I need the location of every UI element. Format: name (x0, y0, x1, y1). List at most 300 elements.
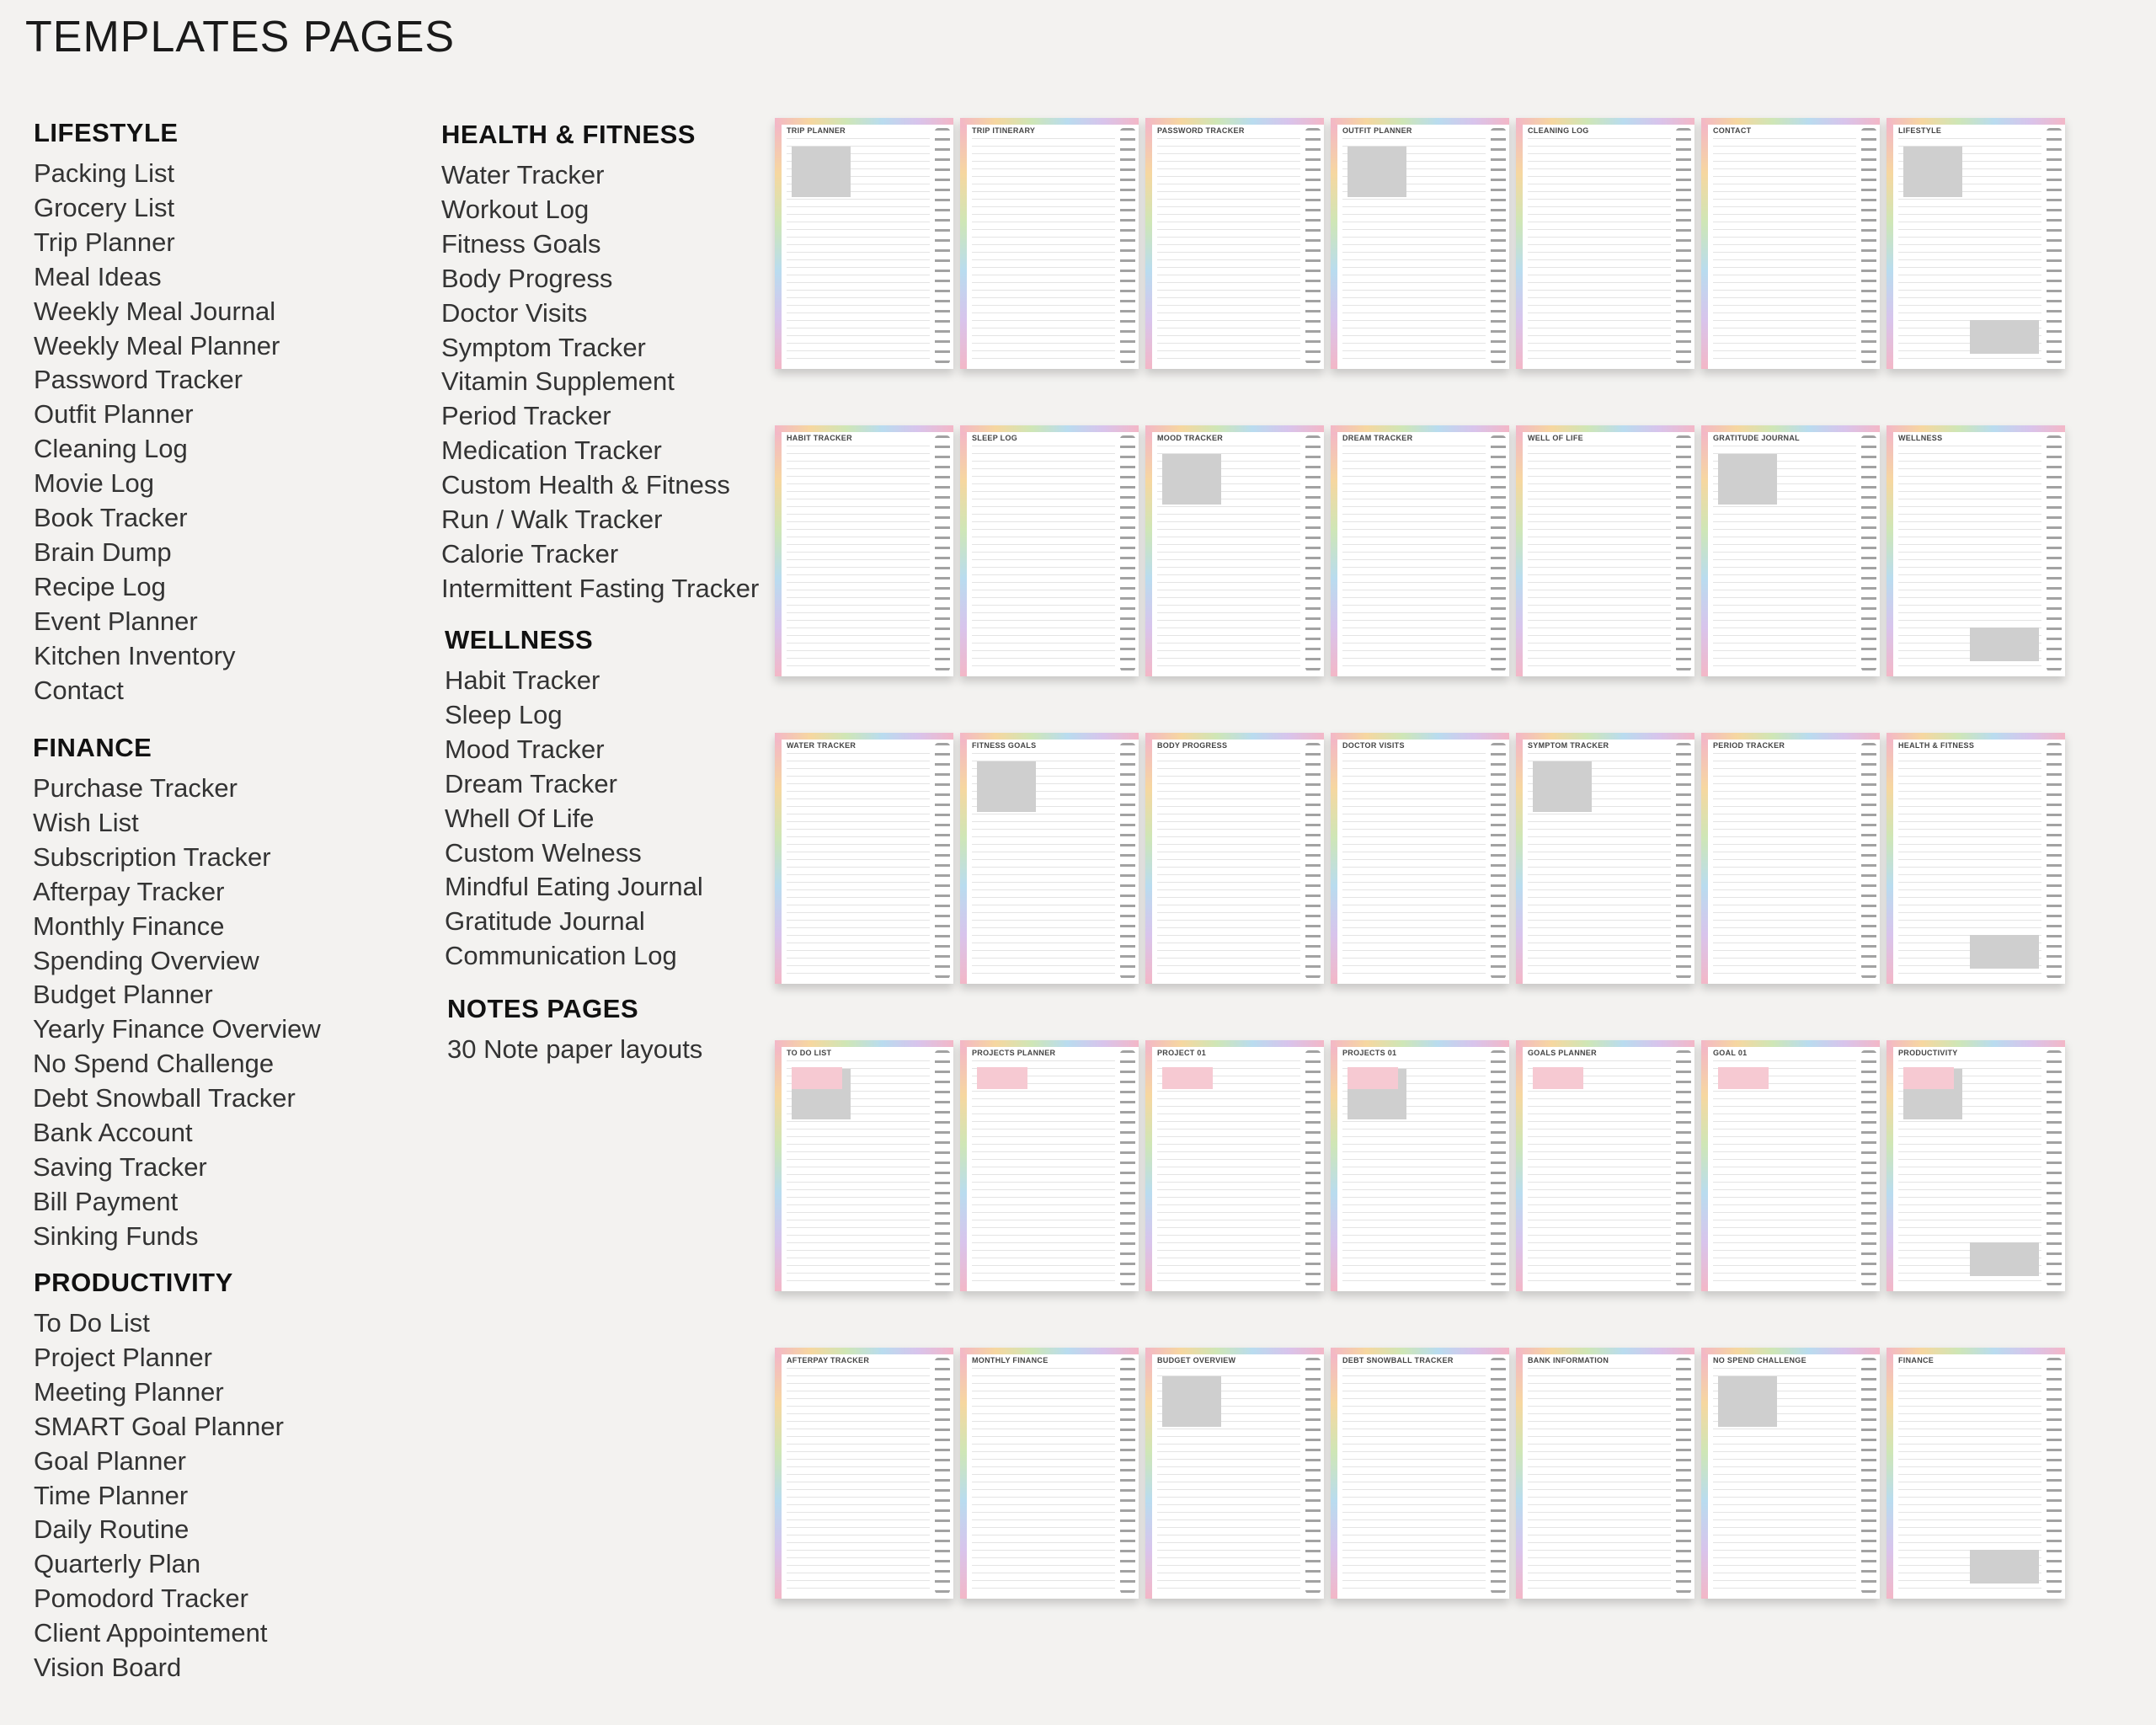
thumbnail-content (1713, 753, 1856, 974)
thumbnail-content (1342, 1368, 1486, 1589)
list-item: Vitamin Supplement (441, 366, 675, 397)
template-thumbnail (1516, 1040, 1694, 1291)
highlight-block (1903, 1067, 1954, 1089)
list-item: Bank Account (33, 1118, 193, 1148)
highlight-block (1718, 1067, 1769, 1089)
binder-rings-icon (1305, 743, 1321, 979)
list-item: Subscription Tracker (33, 841, 271, 872)
side-tabs (1331, 125, 1337, 369)
thumbnail-label: AFTERPAY TRACKER (787, 1356, 870, 1365)
tab-bar (960, 1040, 1139, 1047)
tab-bar (1701, 118, 1880, 125)
tab-bar (960, 425, 1139, 432)
list-finance (33, 772, 321, 1254)
list-item: Trip Planner (34, 227, 175, 257)
side-tabs (775, 1354, 782, 1599)
thumbnail-content (787, 753, 930, 974)
list-item: Monthly Finance (33, 911, 225, 941)
thumbnail-content (787, 1368, 930, 1589)
thumbnail-content (1898, 1060, 2041, 1281)
template-thumbnail (1331, 118, 1509, 369)
thumbnail-content (1898, 446, 2041, 666)
side-tabs (1516, 1047, 1523, 1291)
side-tabs (1516, 125, 1523, 369)
side-tabs (960, 1354, 967, 1599)
side-tabs (1701, 432, 1708, 676)
binder-rings-icon (1120, 128, 1135, 364)
tab-bar (1145, 1348, 1324, 1354)
list-item: Daily Routine (34, 1514, 189, 1545)
thumbnail-content (1157, 1368, 1300, 1589)
list-item: Password Tracker (34, 365, 243, 395)
tab-bar (775, 1348, 953, 1354)
thumbnail-content (972, 446, 1115, 666)
list-item: Doctor Visits (441, 297, 588, 328)
binder-rings-icon (1305, 1050, 1321, 1286)
template-thumbnail (1145, 118, 1324, 369)
binder-rings-icon (1491, 1358, 1506, 1594)
list-item: Brain Dump (34, 537, 172, 567)
binder-rings-icon (2047, 435, 2062, 671)
tab-bar (775, 1040, 953, 1047)
template-thumbnail (1886, 733, 2065, 984)
thumbnail-content (1342, 138, 1486, 359)
thumbnail-row (775, 118, 2156, 371)
list-item: Body Progress (441, 263, 613, 293)
binder-rings-icon (935, 435, 950, 671)
list-item: Period Tracker (441, 401, 611, 431)
tab-bar (1145, 425, 1324, 432)
thumbnail-label: BUDGET OVERVIEW (1157, 1356, 1236, 1365)
side-tabs (1516, 740, 1523, 984)
side-tabs (1886, 740, 1893, 984)
template-thumbnail (1701, 118, 1880, 369)
list-item: Client Appointement (34, 1618, 268, 1648)
thumbnail-label: FINANCE (1898, 1356, 1935, 1365)
binder-rings-icon (1120, 1050, 1135, 1286)
tab-bar (1886, 425, 2065, 432)
list-wellness (445, 664, 703, 974)
list-item: Quarterly Plan (34, 1549, 201, 1579)
list-notes (447, 1033, 702, 1067)
thumbnail-label: GOALS PLANNER (1528, 1049, 1597, 1057)
thumbnail-label: PROJECTS PLANNER (972, 1049, 1056, 1057)
binder-rings-icon (935, 743, 950, 979)
binder-rings-icon (2047, 1050, 2062, 1286)
side-tabs (1701, 1354, 1708, 1599)
template-thumbnail (1886, 1040, 2065, 1291)
thumbnail-label: BODY PROGRESS (1157, 741, 1228, 750)
section-title-wellness: WELLNESS (445, 625, 594, 654)
placeholder-block (1970, 320, 2039, 354)
template-thumbnail (775, 1040, 953, 1291)
section-health (441, 120, 759, 606)
list-health (441, 158, 759, 606)
template-thumbnail (1886, 425, 2065, 676)
template-thumbnail (1516, 118, 1694, 369)
thumbnail-content (1528, 1368, 1671, 1589)
side-tabs (1886, 432, 1893, 676)
thumbnail-content (972, 138, 1115, 359)
side-tabs (1145, 432, 1152, 676)
list-item: Wish List (33, 807, 139, 837)
list-item: Custom Health & Fitness (441, 470, 730, 500)
placeholder-block (1162, 1376, 1221, 1427)
thumbnail-content (1157, 1060, 1300, 1281)
list-item: Spending Overview (33, 945, 259, 975)
side-tabs (1701, 740, 1708, 984)
placeholder-block (1970, 1242, 2039, 1276)
binder-rings-icon (1491, 128, 1506, 364)
section-title-finance: FINANCE (33, 733, 152, 762)
section-productivity (34, 1268, 284, 1685)
placeholder-block (977, 761, 1036, 812)
template-thumbnail (960, 1348, 1139, 1599)
list-item: Project Planner (34, 1342, 212, 1372)
tab-bar (775, 733, 953, 740)
side-tabs (960, 740, 967, 984)
thumbnail-content (1342, 446, 1486, 666)
side-tabs (1145, 125, 1152, 369)
thumbnail-content (972, 753, 1115, 974)
binder-rings-icon (1305, 435, 1321, 671)
list-item: Contact (34, 675, 124, 705)
binder-rings-icon (1491, 1050, 1506, 1286)
list-item: Book Tracker (34, 503, 188, 533)
template-thumbnail (775, 1348, 953, 1599)
thumbnail-label: WATER TRACKER (787, 741, 857, 750)
section-title-productivity: PRODUCTIVITY (34, 1268, 233, 1297)
thumbnail-label: FITNESS GOALS (972, 741, 1037, 750)
side-tabs (1701, 1047, 1708, 1291)
thumbnail-label: DREAM TRACKER (1342, 434, 1413, 442)
tab-bar (1516, 733, 1694, 740)
tab-bar (960, 118, 1139, 125)
list-item: Medication Tracker (441, 435, 662, 466)
template-thumbnail (1331, 733, 1509, 984)
list-item: To Do List (34, 1308, 150, 1338)
list-item: Dream Tracker (445, 768, 617, 798)
thumbnail-content (972, 1060, 1115, 1281)
template-thumbnail (1886, 118, 2065, 369)
thumbnail-label: SYMPTOM TRACKER (1528, 741, 1609, 750)
tab-bar (960, 733, 1139, 740)
section-lifestyle (34, 118, 280, 708)
tab-bar (1516, 1040, 1694, 1047)
thumbnail-content (1157, 138, 1300, 359)
list-item: Gratitude Journal (445, 906, 645, 937)
side-tabs (1516, 432, 1523, 676)
list-item: Custom Welness (445, 837, 642, 868)
binder-rings-icon (2047, 128, 2062, 364)
tab-bar (1331, 1040, 1509, 1047)
placeholder-block (1970, 935, 2039, 969)
tab-bar (1331, 1348, 1509, 1354)
list-item: Symptom Tracker (441, 332, 646, 362)
list-item: Workout Log (441, 194, 590, 224)
thumbnail-row (775, 425, 2156, 678)
thumbnail-label: CLEANING LOG (1528, 126, 1589, 135)
thumbnail-label: CONTACT (1713, 126, 1752, 135)
list-item: Bill Payment (33, 1186, 179, 1216)
thumbnail-content (1898, 138, 2041, 359)
template-thumbnail (1516, 733, 1694, 984)
tab-bar (1331, 425, 1509, 432)
list-item: Kitchen Inventory (34, 640, 236, 670)
tab-bar (1145, 1040, 1324, 1047)
tab-bar (1886, 1348, 2065, 1354)
thumbnail-label: BANK INFORMATION (1528, 1356, 1609, 1365)
list-item: Time Planner (34, 1480, 189, 1510)
section-title-health: HEALTH & FITNESS (441, 120, 696, 149)
binder-rings-icon (1676, 1050, 1691, 1286)
tab-bar (1516, 118, 1694, 125)
template-thumbnail (1701, 425, 1880, 676)
list-item: Goal Planner (34, 1445, 186, 1476)
template-thumbnail (1701, 1348, 1880, 1599)
list-item: Weekly Meal Journal (34, 296, 276, 326)
template-thumbnail (775, 425, 953, 676)
highlight-block (1162, 1067, 1213, 1089)
tab-bar (1886, 733, 2065, 740)
section-wellness (445, 625, 703, 974)
list-item: Vision Board (34, 1653, 182, 1683)
template-thumbnail (775, 733, 953, 984)
tab-bar (1886, 118, 2065, 125)
section-title-lifestyle: LIFESTYLE (34, 118, 179, 147)
thumbnail-label: GRATITUDE JOURNAL (1713, 434, 1800, 442)
thumbnail-content (1528, 753, 1671, 974)
tab-bar (1331, 733, 1509, 740)
list-item: Outfit Planner (34, 399, 194, 430)
side-tabs (1886, 125, 1893, 369)
template-thumbnail (1145, 733, 1324, 984)
thumbnail-content (787, 1060, 930, 1281)
binder-rings-icon (2047, 1358, 2062, 1594)
list-item: Water Tracker (441, 160, 605, 190)
thumbnail-content (972, 1368, 1115, 1589)
list-productivity (34, 1306, 284, 1685)
tab-bar (1701, 1040, 1880, 1047)
binder-rings-icon (1861, 1358, 1876, 1594)
section-title-notes: NOTES PAGES (447, 994, 639, 1023)
list-item: 30 Note paper layouts (447, 1034, 703, 1064)
list-item: Meeting Planner (34, 1376, 224, 1407)
placeholder-block (1718, 454, 1777, 505)
list-item: Afterpay Tracker (33, 876, 225, 906)
template-thumbnail (960, 425, 1139, 676)
list-item: Whell Of Life (445, 803, 595, 833)
list-item: No Spend Challenge (33, 1049, 275, 1079)
binder-rings-icon (1861, 1050, 1876, 1286)
list-item: Event Planner (34, 606, 198, 636)
binder-rings-icon (935, 1358, 950, 1594)
thumbnail-label: TRIP PLANNER (787, 126, 846, 135)
tab-bar (775, 425, 953, 432)
thumbnail-label: LIFESTYLE (1898, 126, 1942, 135)
list-lifestyle (34, 157, 280, 708)
binder-rings-icon (2047, 743, 2062, 979)
thumbnail-label: OUTFIT PLANNER (1342, 126, 1412, 135)
thumbnail-label: SLEEP LOG (972, 434, 1018, 442)
thumbnail-label: PERIOD TRACKER (1713, 741, 1785, 750)
binder-rings-icon (935, 128, 950, 364)
binder-rings-icon (1120, 743, 1135, 979)
template-thumbnail (1516, 1348, 1694, 1599)
list-item: Communication Log (445, 941, 677, 971)
side-tabs (1516, 1354, 1523, 1599)
placeholder-block (1533, 761, 1592, 812)
side-tabs (1701, 125, 1708, 369)
list-item: Sleep Log (445, 699, 563, 729)
list-item: Packing List (34, 158, 175, 188)
side-tabs (960, 125, 967, 369)
template-thumbnail (1516, 425, 1694, 676)
list-item: Sinking Funds (33, 1220, 199, 1251)
placeholder-block (792, 147, 851, 197)
list-item: Debt Snowball Tracker (33, 1083, 296, 1114)
tab-bar (1701, 1348, 1880, 1354)
tab-bar (1331, 118, 1509, 125)
list-item: Meal Ideas (34, 261, 162, 291)
highlight-block (1348, 1067, 1398, 1089)
thumbnail-content (1713, 138, 1856, 359)
tab-bar (1516, 1348, 1694, 1354)
list-item: Recipe Log (34, 571, 166, 601)
thumbnail-content (1157, 753, 1300, 974)
thumbnail-content (1713, 446, 1856, 666)
thumbnail-label: HABIT TRACKER (787, 434, 852, 442)
thumbnail-content (787, 138, 930, 359)
thumbnail-content (1528, 138, 1671, 359)
side-tabs (1886, 1354, 1893, 1599)
template-thumbnail (1145, 1348, 1324, 1599)
template-thumbnail (960, 1040, 1139, 1291)
tab-bar (1145, 733, 1324, 740)
thumbnail-label: PROJECT 01 (1157, 1049, 1207, 1057)
side-tabs (1145, 740, 1152, 984)
tab-bar (1701, 733, 1880, 740)
section-finance (33, 733, 321, 1254)
template-thumbnail (1886, 1348, 2065, 1599)
list-item: Intermittent Fasting Tracker (441, 573, 760, 603)
thumbnail-label: TO DO LIST (787, 1049, 832, 1057)
thumbnail-content (1898, 1368, 2041, 1589)
side-tabs (1331, 432, 1337, 676)
template-thumbnail (1331, 1348, 1509, 1599)
binder-rings-icon (1676, 743, 1691, 979)
thumbnail-label: MONTHLY FINANCE (972, 1356, 1049, 1365)
list-item: Weekly Meal Planner (34, 330, 280, 360)
list-item: Mindful Eating Journal (445, 872, 703, 902)
template-thumbnail (1701, 1040, 1880, 1291)
thumbnail-label: TRIP ITINERARY (972, 126, 1036, 135)
section-notes (447, 994, 702, 1067)
binder-rings-icon (1861, 743, 1876, 979)
list-item: Movie Log (34, 468, 155, 499)
side-tabs (1145, 1354, 1152, 1599)
binder-rings-icon (1491, 743, 1506, 979)
tab-bar (1701, 425, 1880, 432)
tab-bar (1145, 118, 1324, 125)
binder-rings-icon (1120, 435, 1135, 671)
list-item: Yearly Finance Overview (33, 1014, 321, 1044)
binder-rings-icon (1120, 1358, 1135, 1594)
side-tabs (775, 125, 782, 369)
placeholder-block (1348, 147, 1406, 197)
list-item: Purchase Tracker (33, 773, 237, 803)
side-tabs (960, 432, 967, 676)
list-item: Habit Tracker (445, 665, 600, 695)
thumbnail-label: DEBT SNOWBALL TRACKER (1342, 1356, 1454, 1365)
thumbnail-content (1528, 446, 1671, 666)
thumbnail-row (775, 1348, 2156, 1600)
binder-rings-icon (1861, 435, 1876, 671)
side-tabs (1331, 740, 1337, 984)
thumbnail-label: WELL OF LIFE (1528, 434, 1583, 442)
thumbnail-label: GOAL 01 (1713, 1049, 1748, 1057)
list-item: Saving Tracker (33, 1151, 207, 1182)
binder-rings-icon (935, 1050, 950, 1286)
thumbnail-label: MOOD TRACKER (1157, 434, 1224, 442)
thumbnail-content (1898, 753, 2041, 974)
template-thumbnail (775, 118, 953, 369)
list-item: Fitness Goals (441, 228, 601, 259)
placeholder-block (1970, 1550, 2039, 1583)
side-tabs (1886, 1047, 1893, 1291)
highlight-block (1533, 1067, 1583, 1089)
binder-rings-icon (1676, 435, 1691, 671)
thumbnail-label: NO SPEND CHALLENGE (1713, 1356, 1806, 1365)
side-tabs (775, 432, 782, 676)
thumbnail-content (1528, 1060, 1671, 1281)
thumbnail-label: DOCTOR VISITS (1342, 741, 1405, 750)
template-thumbnail (1331, 425, 1509, 676)
side-tabs (960, 1047, 967, 1291)
binder-rings-icon (1305, 128, 1321, 364)
list-item: SMART Goal Planner (34, 1411, 284, 1441)
thumbnail-content (1157, 446, 1300, 666)
template-thumbnail (1145, 425, 1324, 676)
list-item: Run / Walk Tracker (441, 505, 663, 535)
tab-bar (1886, 1040, 2065, 1047)
template-thumbnail (960, 733, 1139, 984)
list-item: Budget Planner (33, 980, 213, 1010)
template-thumbnail (1145, 1040, 1324, 1291)
placeholder-block (1162, 454, 1221, 505)
binder-rings-icon (1676, 1358, 1691, 1594)
thumbnail-content (1713, 1060, 1856, 1281)
thumbnail-label: PASSWORD TRACKER (1157, 126, 1245, 135)
thumbnail-label: PRODUCTIVITY (1898, 1049, 1958, 1057)
thumbnail-label: PROJECTS 01 (1342, 1049, 1397, 1057)
highlight-block (977, 1067, 1027, 1089)
list-item: Pomodord Tracker (34, 1583, 248, 1614)
tab-bar (1516, 425, 1694, 432)
binder-rings-icon (1676, 128, 1691, 364)
thumbnail-content (1342, 753, 1486, 974)
binder-rings-icon (1491, 435, 1506, 671)
side-tabs (1331, 1354, 1337, 1599)
side-tabs (775, 740, 782, 984)
page-title: TEMPLATES PAGES (25, 13, 456, 61)
tab-bar (775, 118, 953, 125)
highlight-block (792, 1067, 842, 1089)
list-item: Mood Tracker (445, 734, 605, 764)
thumbnail-row (775, 1040, 2156, 1293)
list-item: Cleaning Log (34, 434, 188, 464)
template-thumbnail (1701, 733, 1880, 984)
